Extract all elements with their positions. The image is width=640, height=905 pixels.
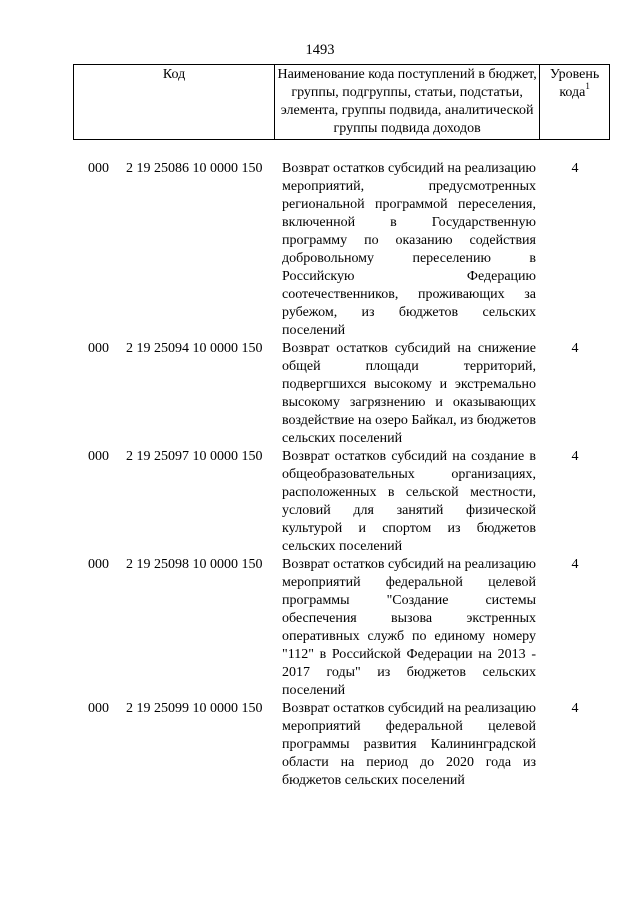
row-level: 4 [571,557,579,572]
row-admin-code: 000 [88,341,109,356]
table-row [0,700,640,790]
row-income-code: 2 19 25097 10 0000 150 [126,449,263,464]
table-body [0,160,640,790]
table-row [0,160,640,340]
row-income-code: 2 19 25094 10 0000 150 [126,341,263,356]
footnote-marker: 1 [585,81,590,92]
table-row [0,340,640,448]
row-level: 4 [571,161,579,176]
row-name: Возврат остатков субсидий на реализацию мероприятий, предусмотренных региональной программой переселения, включенной в Государственную программу по оказанию содействия добровольному переселению в Российскую Федерацию соотечественников, проживающих за рубежом, из бюджетов сельских поселений [282,161,536,338]
row-income-code: 2 19 25099 10 0000 150 [126,701,263,716]
row-name: Возврат остатков субсидий на создание в общеобразовательных организациях, расположенных в сельской местности, условий для занятий физической культурой и спортом из бюджетов сельских поселений [282,449,536,554]
row-income-code: 2 19 25086 10 0000 150 [126,161,263,176]
row-level: 4 [571,449,579,464]
row-admin-code: 000 [88,161,109,176]
table-header [73,64,610,140]
row-name: Возврат остатков субсидий на реализацию мероприятий федеральной целевой программы "Создание системы обеспечения вызова экстренных оперативных служб по единому номеру "112" в Российской Федерации на 2013 - 2017 годы" из бюджетов сельских поселений [282,557,536,698]
header-level-tail: а [579,85,586,100]
header-level-label: Уровень код [549,67,600,100]
row-name: Возврат остатков субсидий на реализацию мероприятий федеральной целевой программы развития Калининградской области на период до 2020 года из бюджетов сельских поселений [282,701,536,788]
table-row [0,448,640,556]
row-income-code: 2 19 25098 10 0000 150 [126,557,263,572]
row-name: Возврат остатков субсидий на снижение общей площади территорий, подвергшихся высокому и экстремально высокому загрязнению и оказывающих воздействие на озеро Байкал, из бюджетов сельских поселений [282,341,536,446]
row-level: 4 [571,341,579,356]
row-admin-code: 000 [88,449,109,464]
table-row [0,556,640,700]
page-number: 1493 [305,42,335,58]
row-admin-code: 000 [88,701,109,716]
row-admin-code: 000 [88,557,109,572]
header-level [540,65,610,140]
row-level: 4 [571,701,579,716]
header-name: Наименование кода поступлений в бюджет, группы, подгруппы, статьи, подстатьи, элемента, группы подвида, аналитической группы подвида доходов [275,65,540,140]
header-code: Код [74,65,275,140]
